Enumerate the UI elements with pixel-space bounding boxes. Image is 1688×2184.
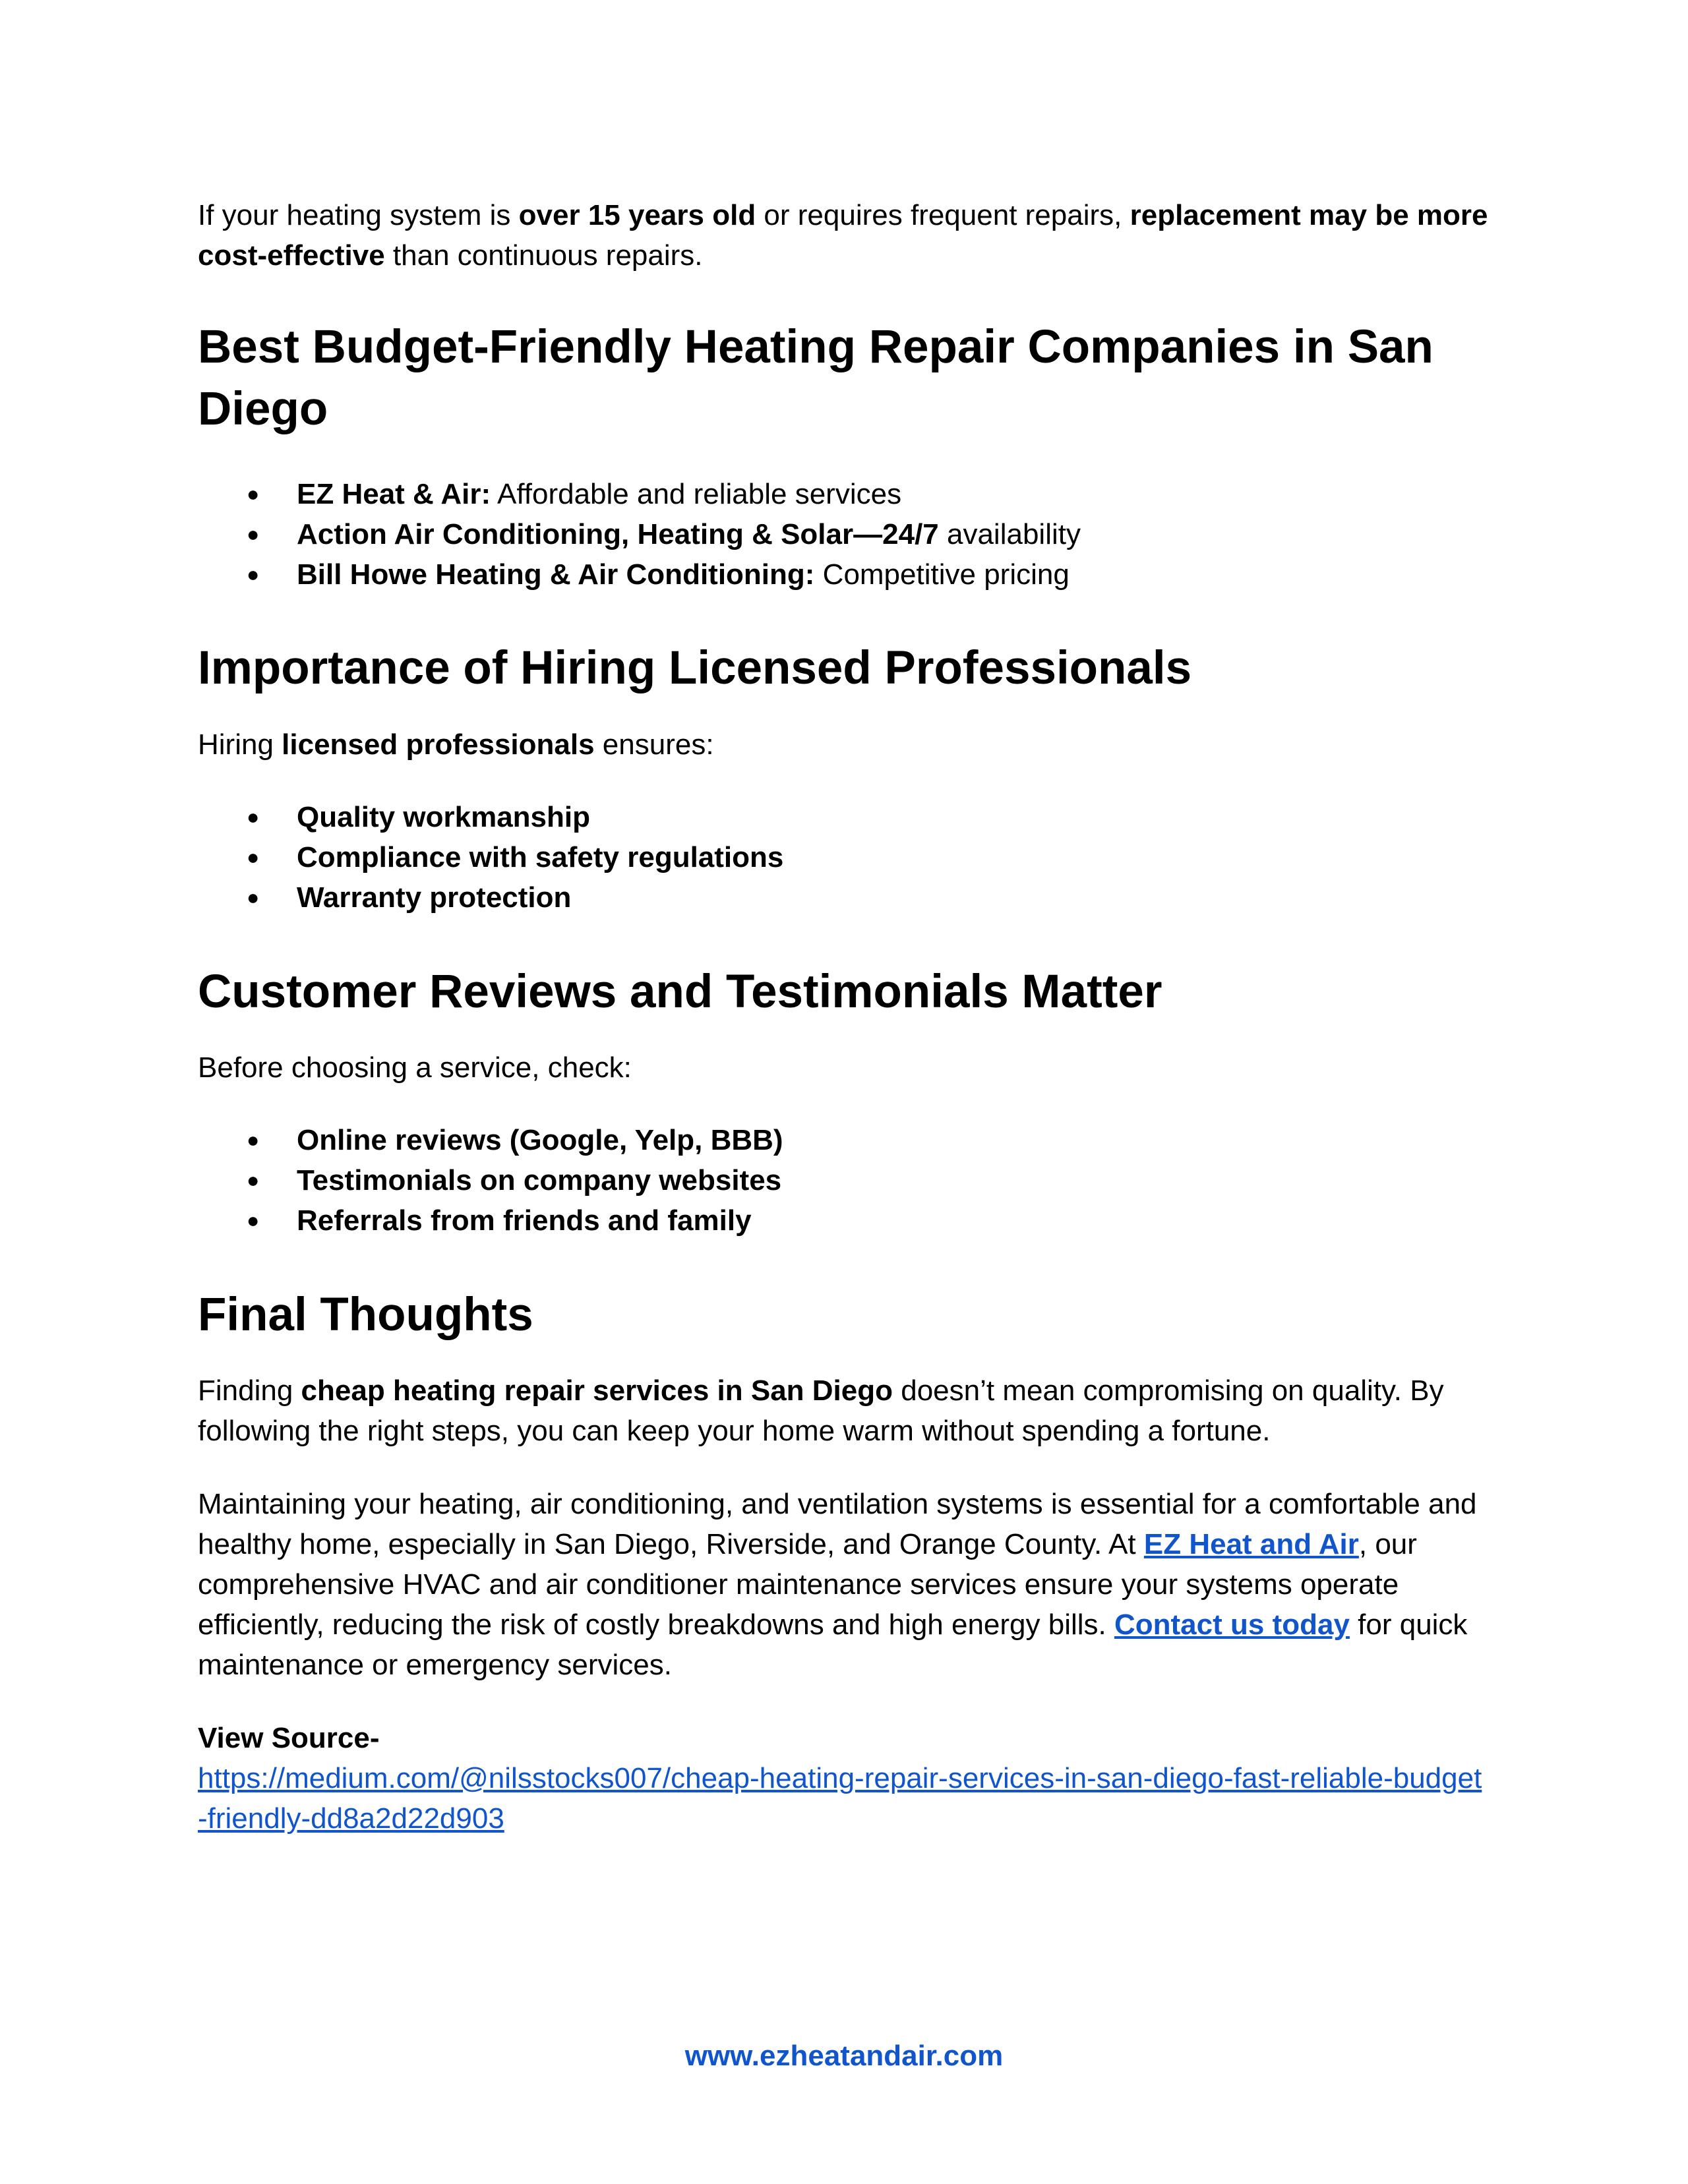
list-item <box>297 474 1490 514</box>
heading-final: Final Thoughts <box>198 1289 533 1341</box>
list-item-bold: Referrals from friends and family <box>297 1204 752 1237</box>
intro-text: or requires frequent repairs, <box>756 199 1130 231</box>
heading-companies: Best Budget-Friendly Heating Repair Companies in San Diego <box>198 321 1433 435</box>
source-url-line <box>198 1758 1490 1839</box>
source-url-link[interactable]: https://medium.com/@nilsstocks007/cheap-heating-repair-services-in-san-diego-fast-reliable-budget-friendly-dd8a2d22d903 <box>198 1762 1482 1835</box>
list-item <box>297 877 1490 918</box>
list-item-bold: Bill Howe Heating & Air Conditioning: <box>297 558 815 591</box>
final-text: doesn’t mean compromising on quality. By following the right steps, you can keep your home warm without spending a fortune. <box>198 1374 1444 1447</box>
list-item <box>297 1120 1490 1160</box>
reviews-list <box>198 1120 1490 1241</box>
list-item <box>297 514 1490 554</box>
licensed-bold: licensed professionals <box>282 728 595 761</box>
source-label-text: View Source- <box>198 1722 380 1754</box>
list-item-text: availability <box>938 518 1081 550</box>
final-paragraph-1 <box>198 1371 1490 1451</box>
final-text: , our comprehensive HVAC and air conditioner maintenance services ensure your systems operate efficiently, reducing the risk of costly breakdowns and high energy bills. <box>198 1528 1417 1641</box>
licensed-text: Hiring <box>198 728 282 761</box>
ez-heat-and-air-link[interactable]: EZ Heat and Air <box>1143 1528 1359 1560</box>
list-item-bold: Testimonials on company websites <box>297 1164 782 1196</box>
footer-website[interactable]: www.ezheatandair.com <box>684 2040 1004 2072</box>
final-text: for quick maintenance or emergency services. <box>198 1608 1468 1681</box>
list-item <box>297 797 1490 837</box>
list-item-bold: Online reviews (Google, Yelp, BBB) <box>297 1124 783 1156</box>
document-body <box>198 195 1490 1839</box>
final-paragraph-2 <box>198 1484 1490 1685</box>
list-item-text: Affordable and reliable services <box>491 478 902 510</box>
source-label <box>198 1718 1490 1758</box>
final-bold: cheap heating repair services in San Diego <box>301 1374 893 1407</box>
list-item-bold: EZ Heat & Air: <box>297 478 491 510</box>
licensed-paragraph <box>198 724 1490 765</box>
intro-bold: over 15 years old <box>518 199 756 231</box>
final-text: Maintaining your heating, air conditioning, and ventilation systems is essential for a comfortable and healthy home, especially in San Diego, Riverside, and Orange County. At <box>198 1488 1477 1560</box>
reviews-intro: Before choosing a service, check: <box>198 1051 632 1084</box>
list-item-bold: Quality workmanship <box>297 801 590 833</box>
list-item <box>297 1200 1490 1241</box>
list-item <box>297 554 1490 595</box>
intro-text: If your heating system is <box>198 199 519 231</box>
companies-list <box>198 474 1490 595</box>
final-text: Finding <box>198 1374 301 1407</box>
intro-bold: replacement may be more cost-effective <box>198 199 1488 272</box>
heading-reviews: Customer Reviews and Testimonials Matter <box>198 966 1162 1018</box>
intro-text: than continuous repairs. <box>384 239 703 272</box>
licensed-text: ensures: <box>594 728 714 761</box>
intro-paragraph <box>198 195 1490 276</box>
contact-us-link[interactable]: Contact us today <box>1114 1608 1350 1641</box>
list-item <box>297 1160 1490 1200</box>
heading-licensed: Importance of Hiring Licensed Professionals <box>198 642 1192 694</box>
list-item-text: Competitive pricing <box>814 558 1070 591</box>
list-item-bold: Warranty protection <box>297 881 572 914</box>
list-item-bold: Action Air Conditioning, Heating & Solar—24/7 <box>297 518 939 550</box>
licensed-list <box>198 797 1490 918</box>
list-item <box>297 837 1490 877</box>
list-item-bold: Compliance with safety regulations <box>297 841 784 873</box>
